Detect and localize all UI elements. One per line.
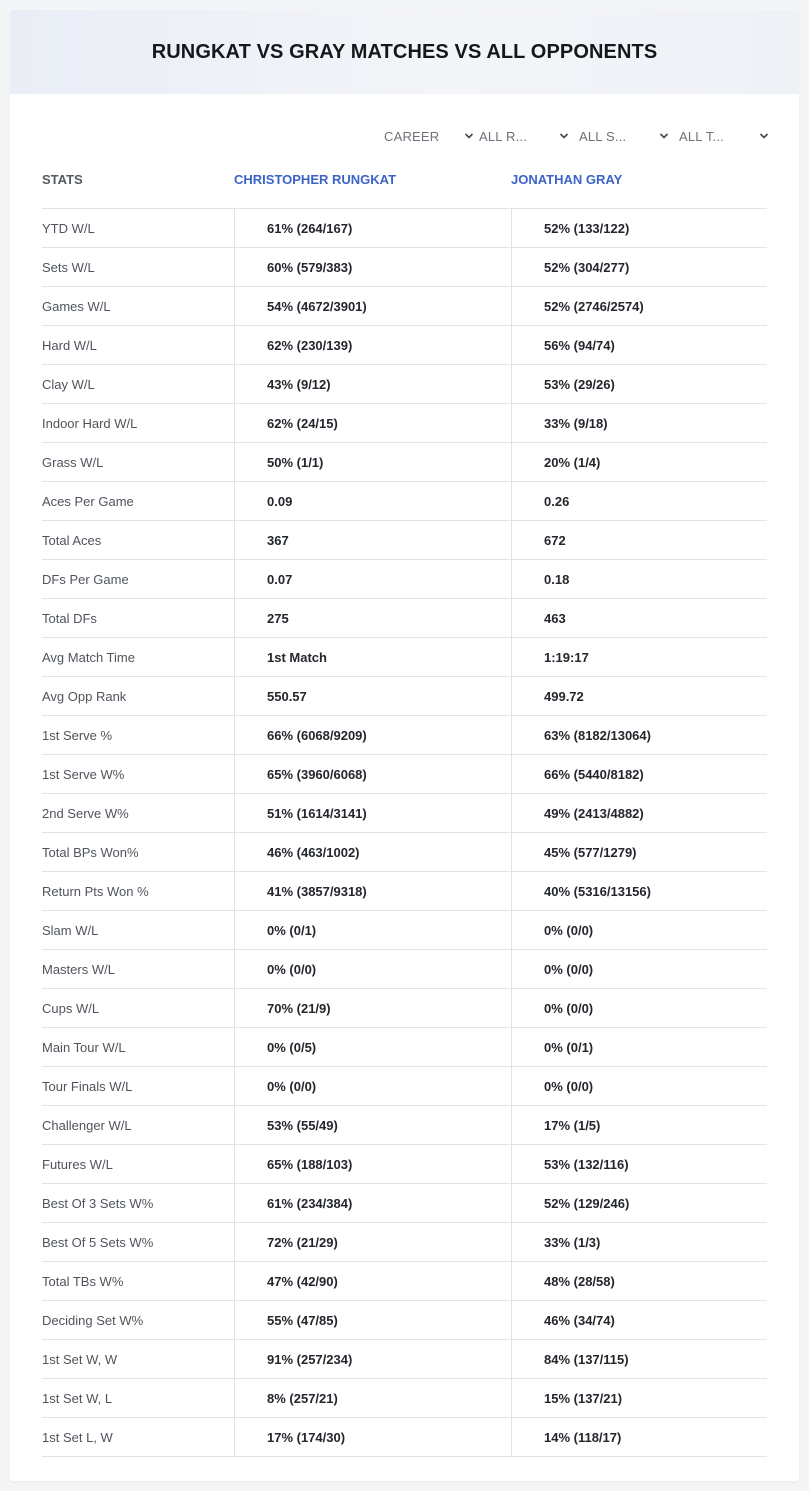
stat-label: Return Pts Won % (42, 883, 149, 899)
stat-label: Total Aces (42, 532, 102, 548)
stat-label: Slam W/L (42, 922, 99, 938)
player2-value: 20% (1/4) (511, 443, 767, 481)
table-row (42, 755, 767, 794)
player1-value: 60% (579/383) (234, 248, 511, 286)
chevron-down-icon (559, 131, 569, 141)
column-headers (42, 170, 767, 190)
stat-label: Best Of 3 Sets W% (42, 1195, 154, 1211)
stat-label: Hard W/L (42, 337, 97, 353)
stat-label: Deciding Set W% (42, 1312, 144, 1328)
stat-label: Grass W/L (42, 454, 104, 470)
table-row (42, 911, 767, 950)
player1-value: 72% (21/29) (234, 1223, 511, 1261)
stat-label: 2nd Serve W% (42, 805, 129, 821)
table-row (42, 1145, 767, 1184)
player1-value: 53% (55/49) (234, 1106, 511, 1144)
player1-value: 62% (230/139) (234, 326, 511, 364)
player1-value: 55% (47/85) (234, 1301, 511, 1339)
filter-surface-label: ALL S... (579, 128, 627, 144)
player1-value: 61% (264/167) (234, 209, 511, 247)
player1-value: 65% (188/103) (234, 1145, 511, 1183)
player1-value: 54% (4672/3901) (234, 287, 511, 325)
player1-value: 0.09 (234, 482, 511, 520)
player2-value: 0% (0/0) (511, 911, 767, 949)
player1-value: 65% (3960/6068) (234, 755, 511, 793)
player2-value: 0% (0/0) (511, 989, 767, 1027)
table-row (42, 794, 767, 833)
player1-value: 62% (24/15) (234, 404, 511, 442)
player2-value: 66% (5440/8182) (511, 755, 767, 793)
column-header-stats: STATS (42, 172, 83, 187)
player2-value: 14% (118/17) (511, 1418, 767, 1456)
table-row (42, 638, 767, 677)
player1-value: 41% (3857/9318) (234, 872, 511, 910)
table-row (42, 950, 767, 989)
player2-value: 0% (0/0) (511, 950, 767, 988)
stat-label: 1st Serve W% (42, 766, 125, 782)
card-header (10, 10, 799, 94)
player2-value: 40% (5316/13156) (511, 872, 767, 910)
player2-value: 45% (577/1279) (511, 833, 767, 871)
stats-card (10, 10, 799, 1481)
player2-value: 48% (28/58) (511, 1262, 767, 1300)
player2-value: 33% (1/3) (511, 1223, 767, 1261)
filter-period-label: CAREER (384, 128, 440, 144)
table-row (42, 1379, 767, 1418)
table-row (42, 365, 767, 404)
stat-label: 1st Set W, L (42, 1390, 113, 1406)
chevron-down-icon (464, 131, 474, 141)
player2-value: 49% (2413/4882) (511, 794, 767, 832)
table-row (42, 404, 767, 443)
player2-value: 52% (304/277) (511, 248, 767, 286)
player1-value: 0% (0/0) (234, 950, 511, 988)
player1-name-link[interactable]: CHRISTOPHER RUNGKAT (234, 172, 397, 187)
stat-label: DFs Per Game (42, 571, 129, 587)
player2-value: 52% (129/246) (511, 1184, 767, 1222)
stat-label: Aces Per Game (42, 493, 134, 509)
player1-value: 367 (234, 521, 511, 559)
table-row (42, 521, 767, 560)
player2-value: 46% (34/74) (511, 1301, 767, 1339)
player1-value: 8% (257/21) (234, 1379, 511, 1417)
player2-value: 0% (0/1) (511, 1028, 767, 1066)
stat-label: Total BPs Won% (42, 844, 139, 860)
stat-label: 1st Set L, W (42, 1429, 113, 1445)
table-row (42, 716, 767, 755)
table-row (42, 872, 767, 911)
player2-value: 84% (137/115) (511, 1340, 767, 1378)
player2-value: 0.18 (511, 560, 767, 598)
table-row (42, 482, 767, 521)
table-row (42, 1184, 767, 1223)
stat-label: 1st Serve % (42, 727, 113, 743)
player2-value: 53% (29/26) (511, 365, 767, 403)
stat-label: Clay W/L (42, 376, 95, 392)
stat-label: Tour Finals W/L (42, 1078, 133, 1094)
player1-value: 1st Match (234, 638, 511, 676)
table-row (42, 833, 767, 872)
filter-bar (10, 126, 799, 146)
player1-value: 550.57 (234, 677, 511, 715)
stat-label: 1st Set W, W (42, 1351, 118, 1367)
player2-value: 53% (132/116) (511, 1145, 767, 1183)
stat-label: YTD W/L (42, 220, 95, 236)
player2-value: 0% (0/0) (511, 1067, 767, 1105)
player2-value: 56% (94/74) (511, 326, 767, 364)
table-row (42, 599, 767, 638)
table-row (42, 1340, 767, 1379)
filter-round-label: ALL R... (479, 128, 528, 144)
page-title: RUNGKAT VS GRAY MATCHES VS ALL OPPONENTS (151, 40, 658, 63)
table-row (42, 1223, 767, 1262)
table-row (42, 443, 767, 482)
table-row (42, 287, 767, 326)
player1-value: 0% (0/0) (234, 1067, 511, 1105)
player1-value: 47% (42/90) (234, 1262, 511, 1300)
table-row (42, 1418, 767, 1457)
player1-value: 61% (234/384) (234, 1184, 511, 1222)
stat-label: Masters W/L (42, 961, 115, 977)
table-row (42, 560, 767, 599)
player2-value: 52% (133/122) (511, 209, 767, 247)
table-row (42, 1028, 767, 1067)
player2-value: 0.26 (511, 482, 767, 520)
player2-value: 1:19:17 (511, 638, 767, 676)
table-row (42, 248, 767, 287)
stat-label: Sets W/L (42, 259, 95, 275)
filter-round-select[interactable] (479, 126, 569, 146)
stat-label: Games W/L (42, 298, 111, 314)
player1-value: 0% (0/1) (234, 911, 511, 949)
player1-value: 275 (234, 599, 511, 637)
stat-label: Avg Match Time (42, 649, 135, 665)
player2-value: 15% (137/21) (511, 1379, 767, 1417)
player2-value: 463 (511, 599, 767, 637)
stat-label: Avg Opp Rank (42, 688, 127, 704)
table-row (42, 1106, 767, 1145)
table-row (42, 1262, 767, 1301)
table-row (42, 326, 767, 365)
table-row (42, 209, 767, 248)
player1-value: 46% (463/1002) (234, 833, 511, 871)
stat-label: Total DFs (42, 610, 97, 626)
player1-value: 17% (174/30) (234, 1418, 511, 1456)
stat-label: Indoor Hard W/L (42, 415, 138, 431)
stat-label: Main Tour W/L (42, 1039, 126, 1055)
player1-value: 50% (1/1) (234, 443, 511, 481)
table-row (42, 1067, 767, 1106)
filter-period-select[interactable] (384, 126, 474, 146)
chevron-down-icon (659, 131, 669, 141)
player2-value: 672 (511, 521, 767, 559)
stat-label: Cups W/L (42, 1000, 100, 1016)
player2-value: 33% (9/18) (511, 404, 767, 442)
filter-tournament-label: ALL T... (679, 128, 724, 144)
player2-value: 17% (1/5) (511, 1106, 767, 1144)
player1-value: 91% (257/234) (234, 1340, 511, 1378)
stat-label: Futures W/L (42, 1156, 113, 1172)
stat-label: Best Of 5 Sets W% (42, 1234, 154, 1250)
table-row (42, 1301, 767, 1340)
stats-table (42, 208, 767, 1457)
filter-surface-select[interactable] (579, 126, 669, 146)
player2-name-link[interactable]: JONATHAN GRAY (511, 172, 623, 187)
player2-value: 499.72 (511, 677, 767, 715)
stat-label: Challenger W/L (42, 1117, 132, 1133)
table-row (42, 989, 767, 1028)
chevron-down-icon (759, 131, 769, 141)
player1-value: 51% (1614/3141) (234, 794, 511, 832)
player1-value: 70% (21/9) (234, 989, 511, 1027)
stat-label: Total TBs W% (42, 1273, 124, 1289)
player1-value: 43% (9/12) (234, 365, 511, 403)
player2-value: 63% (8182/13064) (511, 716, 767, 754)
player1-value: 0.07 (234, 560, 511, 598)
player2-value: 52% (2746/2574) (511, 287, 767, 325)
player1-value: 66% (6068/9209) (234, 716, 511, 754)
filter-tournament-select[interactable] (679, 126, 769, 146)
table-row (42, 677, 767, 716)
player1-value: 0% (0/5) (234, 1028, 511, 1066)
